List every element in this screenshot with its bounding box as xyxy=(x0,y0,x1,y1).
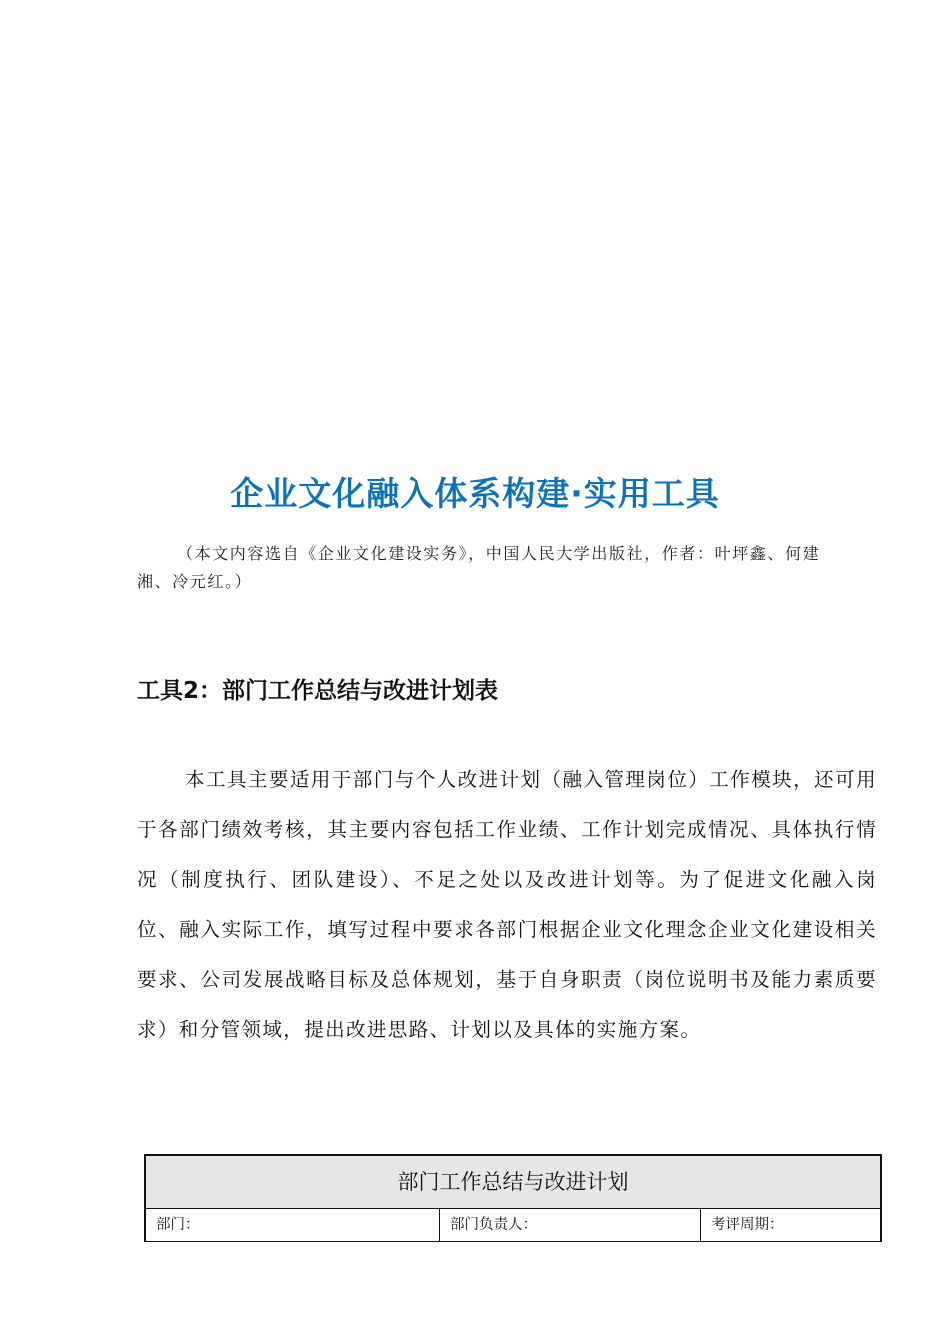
tool-heading: 工具2：部门工作总结与改进计划表 xyxy=(137,678,499,704)
document-title: 企业文化融入体系构建·实用工具 xyxy=(230,474,720,513)
form-title: 部门工作总结与改进计划 xyxy=(146,1156,880,1209)
department-head-field[interactable]: 部门负责人： xyxy=(440,1209,701,1241)
department-field[interactable]: 部门： xyxy=(146,1209,440,1241)
review-period-field[interactable]: 考评周期： xyxy=(711,1217,784,1233)
form-header-row xyxy=(146,1209,880,1242)
intro-paragraph: 本工具主要适用于部门与个人改进计划（融入管理岗位）工作模块，还可用于各部门绩效考核，其主要内容包括工作业绩、工作计划完成情况、具体执行情况（制度执行、团队建设）、不足之处以及改进计划等。为了促进文化融入岗位、融入实际工作，填写过程中要求各部门根据企业文化理念企业文化建设相关要求、公司发展战略目标及总体规划，基于自身职责（岗位说明书及能力素质要求）和分管领域，提出改进思路、计划以及具体的实施方案。 xyxy=(137,768,877,1041)
summary-form-table xyxy=(144,1154,882,1242)
source-note: （本文内容选自《企业文化建设实务》，中国人民大学出版社，作者：叶坪鑫、何建湘、冷元红。） xyxy=(137,544,821,591)
